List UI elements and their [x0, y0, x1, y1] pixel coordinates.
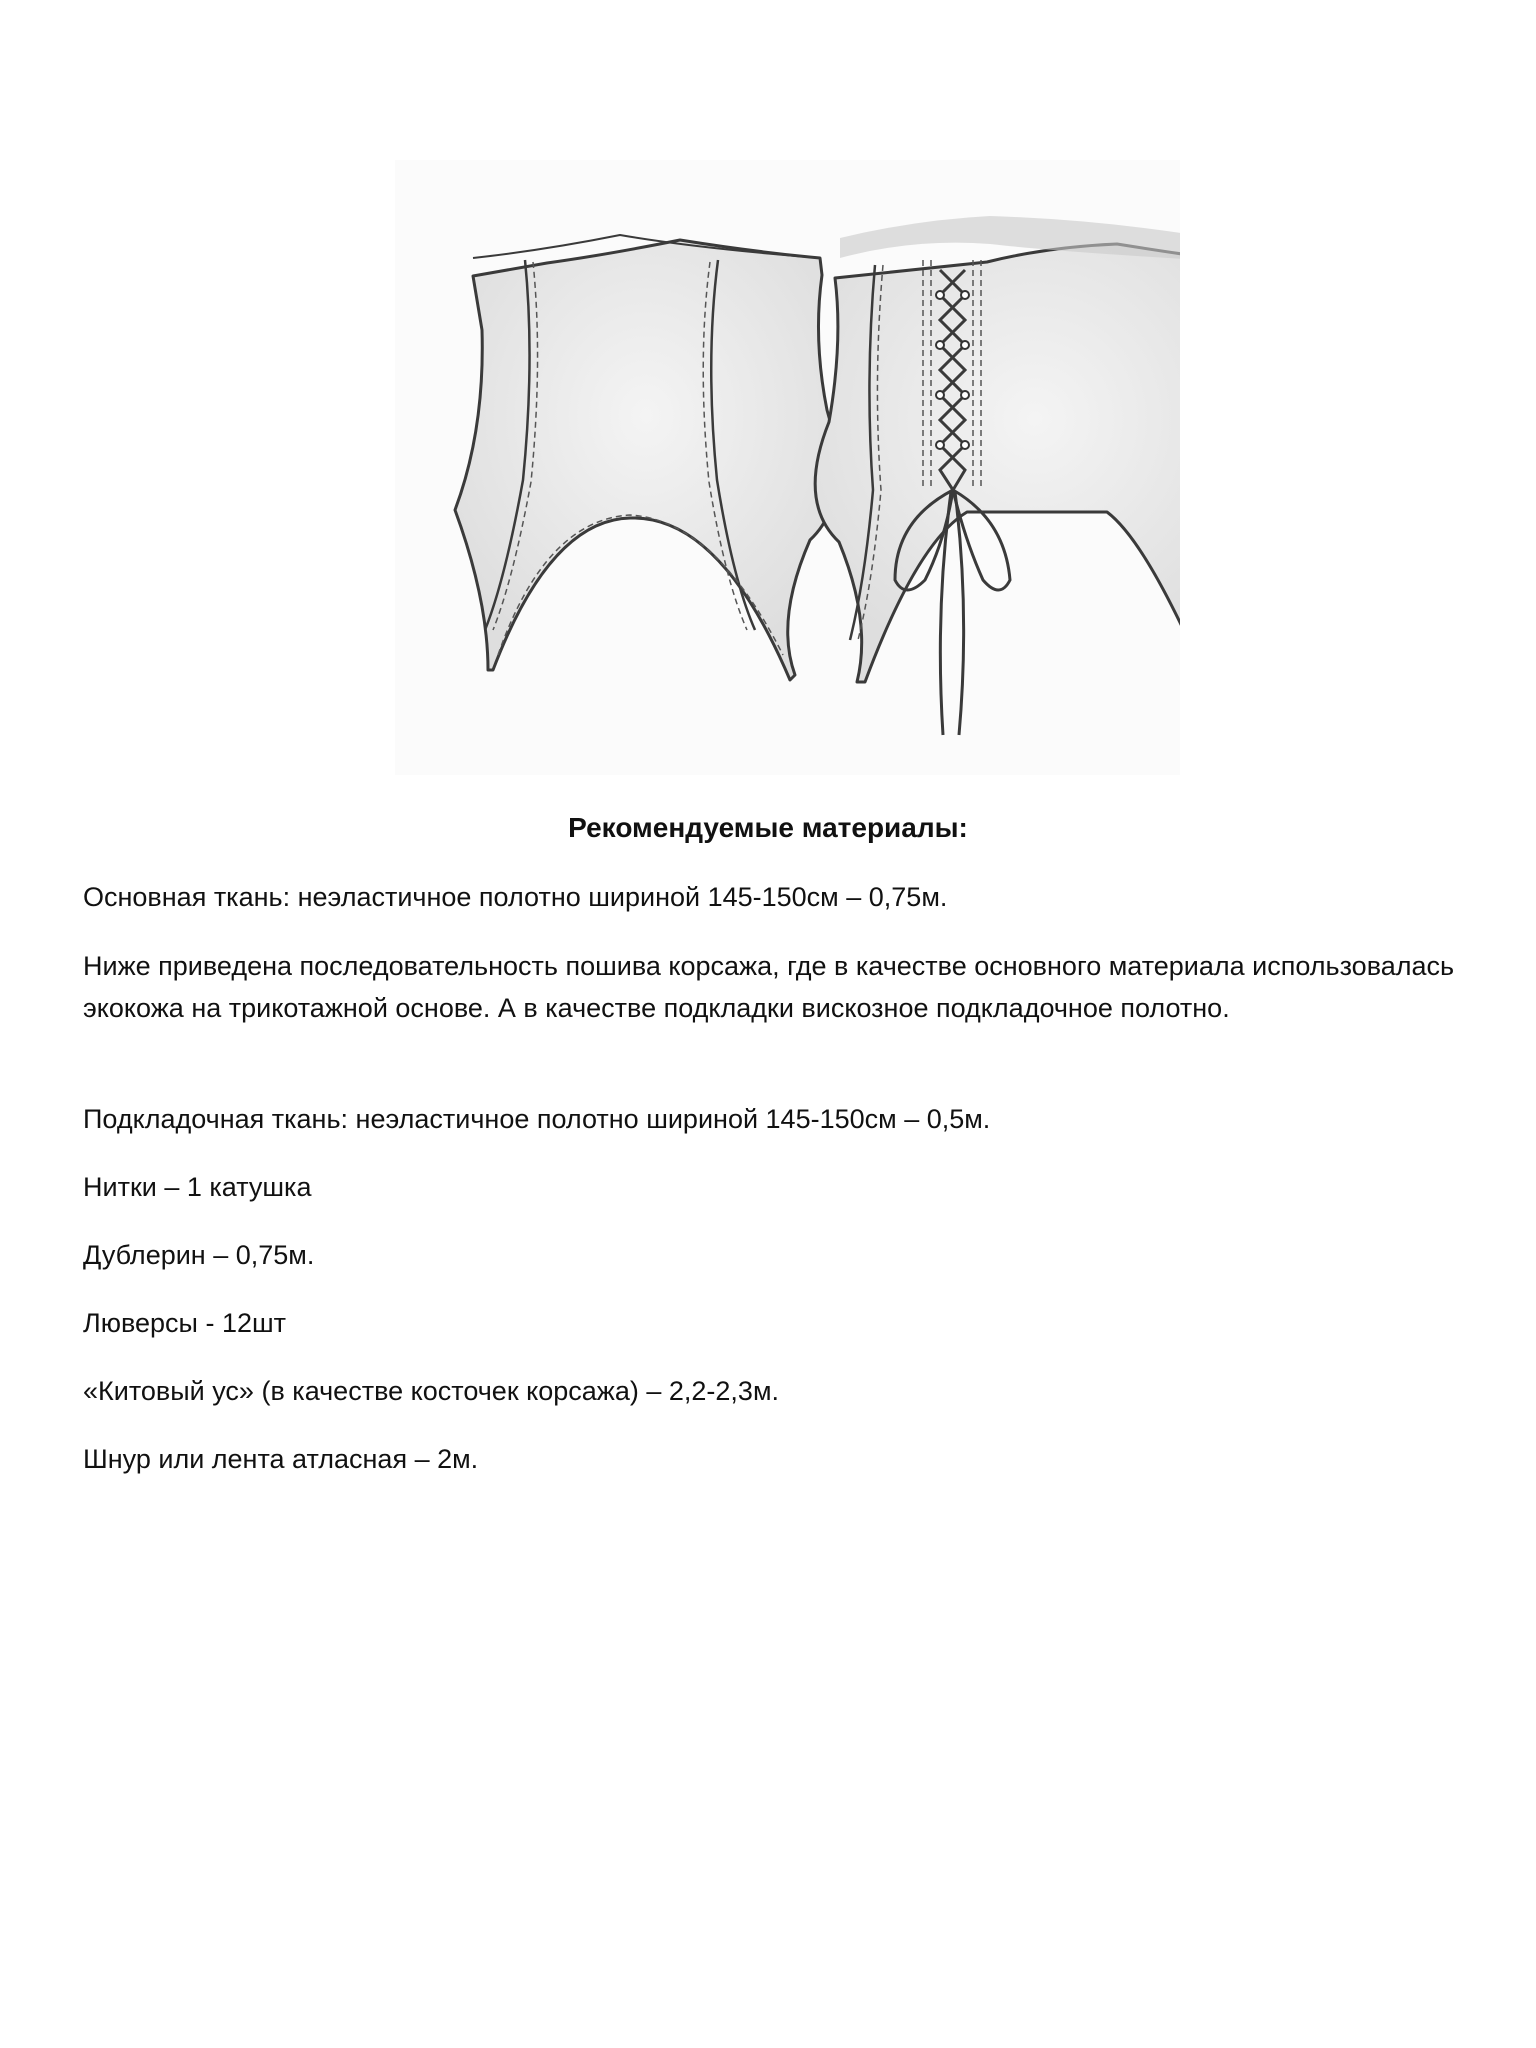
- eyelet-icon: [936, 341, 944, 349]
- eyelet-icon: [961, 291, 969, 299]
- eyelet-icon: [961, 391, 969, 399]
- eyelet-icon: [961, 341, 969, 349]
- corset-front-view: [455, 235, 837, 680]
- cord-ribbon-text: Шнур или лента атласная – 2м.: [83, 1444, 479, 1474]
- back-body-outline: [815, 244, 1180, 682]
- eyelet-icon: [936, 291, 944, 299]
- corset-illustration: [395, 160, 1180, 775]
- materials-heading: Рекомендуемые материалы:: [568, 812, 968, 843]
- eyelet-icon: [936, 441, 944, 449]
- eyelets-text: Люверсы - 12шт: [83, 1308, 287, 1338]
- threads-text: Нитки – 1 катушка: [83, 1172, 312, 1202]
- back-top-shading: [840, 216, 1180, 262]
- front-body-outline: [455, 240, 837, 680]
- boning-text: «Китовый ус» (в качестве косточек корсажа) – 2,2-2,3м.: [83, 1376, 780, 1406]
- eyelet-icon: [936, 391, 944, 399]
- interfacing-text: Дублерин – 0,75м.: [83, 1240, 315, 1270]
- main-fabric-text: Основная ткань: неэластичное полотно шириной 145-150см – 0,75м.: [83, 882, 948, 912]
- sewing-sequence-text: Ниже приведена последовательность пошива корсажа, где в качестве основного материала использовалась экокожа на трикотажной основе. А в качестве подкладки вискозное подкладочное полотно.: [83, 951, 1455, 1023]
- eyelet-icon: [961, 441, 969, 449]
- corset-back-view: [815, 216, 1180, 735]
- lining-fabric-text: Подкладочная ткань: неэластичное полотно шириной 145-150см – 0,5м.: [83, 1104, 991, 1134]
